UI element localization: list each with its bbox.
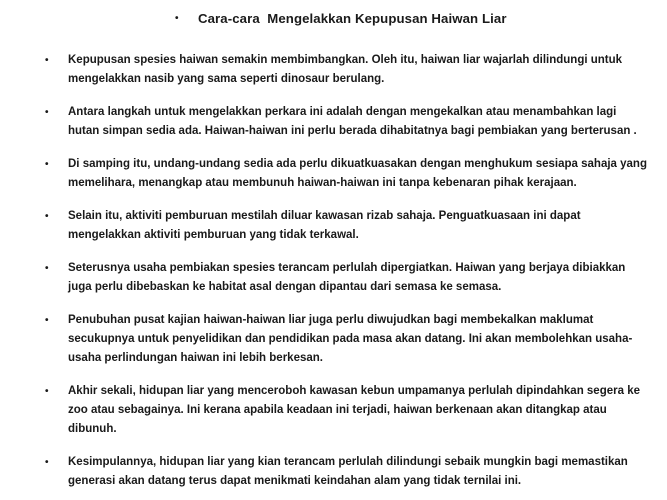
text-line: Di samping itu, undang-undang sedia ada perlu dikuatkuasakan dengan menghukum sesiapa sahaja yang: [68, 158, 647, 170]
text-line: Kepupusan spesies haiwan semakin membimbangkan. Oleh itu, haiwan liar wajarlah dilindungi untuk: [68, 54, 623, 66]
bullet-marker: •: [45, 263, 49, 274]
bullet-marker: •: [45, 315, 49, 326]
bullet-item-3: [0, 155, 667, 193]
text-line: Penubuhan pusat kajian haiwan-haiwan liar juga perlu diwujudkan bagi membekalkan maklumat: [68, 314, 594, 326]
text-line: Kesimpulannya, hidupan liar yang kian terancam perlulah dilindungi sebaik mungkin bagi memastikan: [68, 456, 628, 468]
bullet-text: [68, 155, 667, 193]
bullet-item-7: [0, 382, 667, 439]
bullet-item-6: [0, 311, 667, 368]
bullet-text: [68, 51, 667, 89]
bullet-marker: •: [45, 55, 49, 66]
bullet-marker: •: [45, 107, 49, 118]
text-line: dibunuh.: [68, 423, 117, 435]
bullet-item-5: [0, 259, 667, 297]
bullet-item-1: [0, 51, 667, 89]
title-bullet-marker: •: [175, 13, 179, 24]
bullet-marker: •: [45, 386, 49, 397]
bullet-list: [0, 51, 667, 491]
text-line: hutan simpan sedia ada. Haiwan-haiwan ini perlu berada dihabitatnya bagi pembiakan yang berterusan .: [68, 125, 637, 137]
bullet-text: [68, 311, 667, 368]
text-line: generasi akan datang terus dapat menikmati keindahan alam yang tidak ternilai ini.: [68, 475, 522, 487]
bullet-text: [68, 382, 667, 439]
bullet-marker: •: [45, 457, 49, 468]
text-line: Akhir sekali, hidupan liar yang menceroboh kawasan kebun umpamanya perlulah dipindahkan segera ke: [68, 385, 640, 397]
slide-title: Cara-cara Mengelakkan Kepupusan Haiwan Liar: [198, 11, 507, 26]
text-line: memelihara, menangkap atau membunuh haiwan-haiwan ini tanpa kebenaran pihak kerajaan.: [68, 177, 577, 189]
text-line: usaha perlindungan haiwan ini lebih berkesan.: [68, 352, 323, 364]
bullet-text: [68, 453, 667, 491]
text-line: secukupnya untuk penyelidikan dan pendidikan pada masa akan datang. Ini akan membolehkan usaha-: [68, 333, 633, 345]
bullet-text: [68, 207, 667, 245]
text-line: Antara langkah untuk mengelakkan perkara ini adalah dengan mengekalkan atau menambahkan lagi: [68, 106, 617, 118]
text-line: mengelakkan nasib yang sama seperti dinosaur berulang.: [68, 73, 385, 85]
bullet-marker: •: [45, 159, 49, 170]
bullet-item-8: [0, 453, 667, 491]
text-line: zoo atau sebagainya. Ini kerana apabila keadaan ini terjadi, haiwan berkenaan akan ditangkap atau: [68, 404, 607, 416]
text-line: Selain itu, aktiviti pemburuan mestilah diluar kawasan rizab sahaja. Penguatkuasaan ini dapat: [68, 210, 581, 222]
slide-title-row: [175, 0, 667, 29]
text-line: juga perlu dibebaskan ke habitat asal dengan dipantau dari semasa ke semasa.: [68, 281, 502, 293]
bullet-item-2: [0, 103, 667, 141]
bullet-item-4: [0, 207, 667, 245]
bullet-marker: •: [45, 211, 49, 222]
bullet-text: [68, 259, 667, 297]
text-line: mengelakkan aktiviti pemburuan yang tidak terkawal.: [68, 229, 359, 241]
text-line: Seterusnya usaha pembiakan spesies terancam perlulah dipergiatkan. Haiwan yang berjaya dibiakkan: [68, 262, 626, 274]
bullet-text: [68, 103, 667, 141]
